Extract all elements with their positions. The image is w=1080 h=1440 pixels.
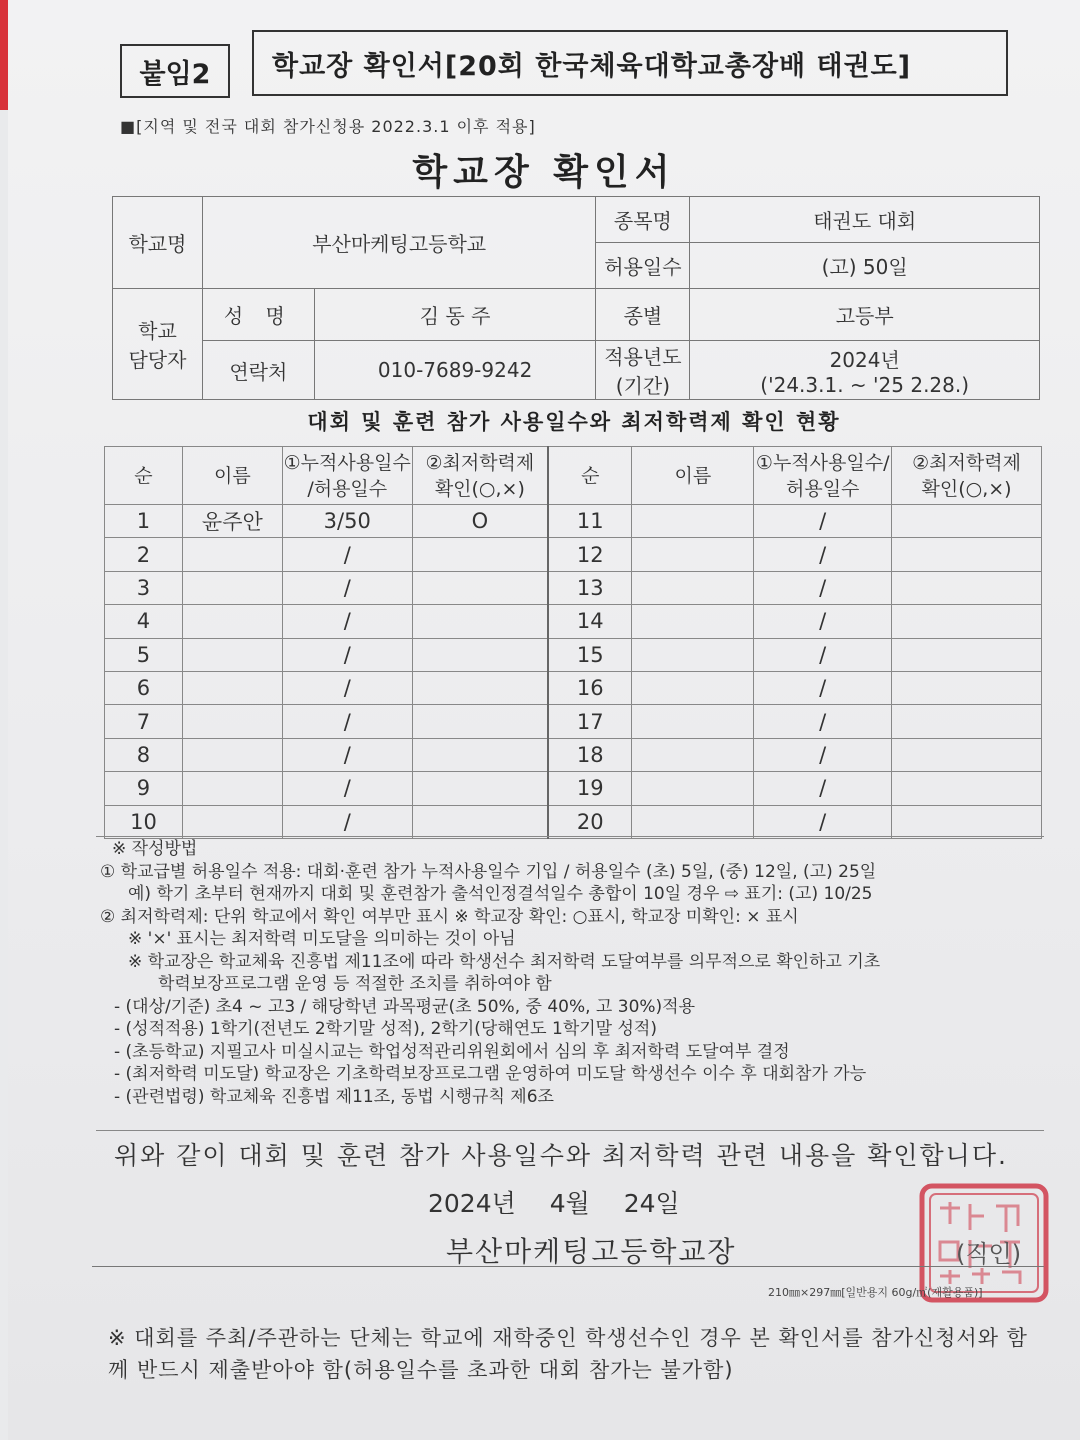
page-title: 학교장 확인서 bbox=[412, 152, 676, 193]
allowed-days-label: 허용일수 bbox=[596, 243, 690, 289]
event-value: 태권도 대회 bbox=[690, 197, 1040, 243]
col-header-days-line1: ①누적사용일수 bbox=[283, 451, 411, 474]
year-label-line1: 적용년도 bbox=[604, 345, 682, 369]
writing-instructions bbox=[100, 838, 1050, 1108]
min-academic-check-right bbox=[892, 605, 1042, 638]
days-used: / bbox=[282, 805, 412, 838]
days-used: / bbox=[282, 538, 412, 571]
col-header-name-right: 이름 bbox=[632, 447, 754, 505]
col-header-days-line2: /허용일수 bbox=[307, 477, 388, 500]
days-used: / bbox=[282, 638, 412, 671]
days-used: / bbox=[282, 772, 412, 805]
row-number: 9 bbox=[105, 772, 183, 805]
min-academic-check bbox=[412, 538, 548, 571]
row-number-right: 19 bbox=[548, 772, 632, 805]
document-header-title: 학교장 확인서[20회 한국체육대학교총장배 태권도] bbox=[252, 30, 1008, 96]
min-academic-check-right bbox=[892, 638, 1042, 671]
student-name-right bbox=[632, 671, 754, 704]
days-used: / bbox=[282, 671, 412, 704]
min-academic-check bbox=[412, 738, 548, 771]
confirmation-statement: 위와 같이 대회 및 훈련 참가 사용일수와 최저학력 관련 내용을 확인합니다. bbox=[114, 1141, 1008, 1170]
row-number-right: 14 bbox=[548, 605, 632, 638]
student-name bbox=[182, 738, 282, 771]
note-3: ※ '×' 표시는 최저학력 미도달을 의미하는 것이 아님 bbox=[128, 929, 516, 949]
student-name-right bbox=[632, 738, 754, 771]
student-name-right bbox=[632, 538, 754, 571]
days-used-right: / bbox=[754, 772, 892, 805]
paper-spec: 210㎜×297㎜[일반용지 60g/㎡(재활용품)] bbox=[768, 1286, 983, 1299]
confirmation-divider bbox=[96, 1130, 1044, 1131]
table-row bbox=[105, 705, 1042, 738]
table-row bbox=[105, 671, 1042, 704]
row-number-right: 20 bbox=[548, 805, 632, 838]
min-academic-check bbox=[412, 605, 548, 638]
row-number: 3 bbox=[105, 571, 183, 604]
min-academic-check bbox=[412, 671, 548, 704]
min-academic-check bbox=[412, 571, 548, 604]
note-4-cont: 학력보장프로그램 운영 등 적절한 조치를 취하여야 함 bbox=[158, 974, 552, 994]
table-row bbox=[105, 772, 1042, 805]
note-1: ① 학교급별 허용일수 적용: 대회·훈련 참가 누적사용일수 기입 / 허용일수 (초) 5일, (중) 12일, (고) 25일 bbox=[100, 861, 877, 882]
col-header-days-right-line1: ①누적사용일수/ bbox=[755, 451, 890, 474]
signature-divider bbox=[92, 1266, 1044, 1267]
student-name bbox=[182, 772, 282, 805]
school-name-value: 부산마케팅고등학교 bbox=[202, 197, 596, 289]
row-number-right: 17 bbox=[548, 705, 632, 738]
days-used: 3/50 bbox=[282, 505, 412, 538]
school-info-table bbox=[112, 196, 1040, 400]
document-page bbox=[8, 0, 1080, 1440]
manager-label bbox=[113, 289, 203, 400]
days-used-right: / bbox=[754, 571, 892, 604]
note-4: ※ 학교장은 학교체육 진흥법 제11조에 따라 학생선수 최저학력 도달여부를 의무적으로 확인하고 기초 bbox=[128, 951, 881, 972]
row-number: 6 bbox=[105, 671, 183, 704]
col-header-check-line1: ②최저학력제 bbox=[425, 451, 535, 474]
table-row bbox=[105, 738, 1042, 771]
row-number-right: 18 bbox=[548, 738, 632, 771]
allowed-days-value: (고) 50일 bbox=[690, 243, 1040, 289]
table-row bbox=[105, 605, 1042, 638]
year-value-line1: 2024년 bbox=[829, 347, 900, 372]
name-label: 성 명 bbox=[202, 289, 314, 341]
student-name-right bbox=[632, 805, 754, 838]
manager-label-line1: 학교 bbox=[138, 319, 177, 343]
school-head-name: 부산마케팅고등학교장 bbox=[446, 1235, 737, 1268]
detail-grades: - (성적적용) 1학기(전년도 2학기말 성적), 2학기(당해연도 1학기말 성적) bbox=[114, 1019, 657, 1039]
min-academic-check-right bbox=[892, 671, 1042, 704]
row-number: 2 bbox=[105, 538, 183, 571]
notes-divider bbox=[96, 836, 1044, 837]
table-row bbox=[105, 538, 1042, 571]
student-name bbox=[182, 638, 282, 671]
student-name-right bbox=[632, 605, 754, 638]
min-academic-check-right bbox=[892, 805, 1042, 838]
row-number-right: 11 bbox=[548, 505, 632, 538]
min-academic-check-right bbox=[892, 772, 1042, 805]
days-used: / bbox=[282, 738, 412, 771]
detail-below-minimum: - (최저학력 미도달) 학교장은 기초학력보장프로그램 운영하여 미도달 학생선수 이수 후 대회참가 가능 bbox=[114, 1064, 867, 1084]
col-header-check-line2: 확인(○,×) bbox=[434, 477, 525, 500]
division-label: 종별 bbox=[596, 289, 690, 341]
student-name bbox=[182, 605, 282, 638]
confirmation-date: 2024년 4월 24일 bbox=[428, 1189, 680, 1218]
year-label bbox=[596, 341, 690, 400]
row-number-right: 13 bbox=[548, 571, 632, 604]
days-used-right: / bbox=[754, 538, 892, 571]
division-value: 고등부 bbox=[690, 289, 1040, 341]
student-name: 윤주안 bbox=[182, 505, 282, 538]
col-header-check-right-line1: ②최저학력제 bbox=[912, 451, 1021, 474]
min-academic-check-right bbox=[892, 705, 1042, 738]
col-header-no-right: 순 bbox=[548, 447, 632, 505]
days-used-right: / bbox=[754, 638, 892, 671]
col-header-days-right-line2: 허용일수 bbox=[786, 477, 860, 500]
col-header-name: 이름 bbox=[182, 447, 282, 505]
min-academic-check-right bbox=[892, 738, 1042, 771]
year-value bbox=[690, 341, 1040, 400]
school-name-label: 학교명 bbox=[113, 197, 203, 289]
row-number: 1 bbox=[105, 505, 183, 538]
min-academic-check: O bbox=[412, 505, 548, 538]
attachment-tag: 붙임2 bbox=[120, 44, 230, 98]
submission-footnote: ※ 대회를 주최/주관하는 단체는 학교에 재학중인 학생선수인 경우 본 확인서를 참가신청서와 함께 반드시 제출받아야 함(허용일수를 초과한 대회 참가는 불가함) bbox=[108, 1326, 1028, 1382]
student-name-right bbox=[632, 505, 754, 538]
notes-heading: ※ 작성방법 bbox=[112, 839, 198, 859]
min-academic-check bbox=[412, 705, 548, 738]
days-used-right: / bbox=[754, 705, 892, 738]
row-number: 7 bbox=[105, 705, 183, 738]
contact-value: 010-7689-9242 bbox=[314, 341, 596, 400]
row-number: 10 bbox=[105, 805, 183, 838]
note-1-example: 예) 학기 초부터 현재까지 대회 및 훈련참가 출석인정결석일수 총합이 10일 경우 ⇨ 표기: (고) 10/25 bbox=[128, 884, 873, 904]
detail-laws: - (관련법령) 학교체육 진흥법 제11조, 동법 시행규칙 제6조 bbox=[114, 1086, 554, 1107]
student-name bbox=[182, 671, 282, 704]
days-used: / bbox=[282, 705, 412, 738]
usage-subtitle: 대회 및 훈련 참가 사용일수와 최저학력제 확인 현황 bbox=[307, 410, 841, 434]
year-value-line2: ('24.3.1. ~ '25 2.28.) bbox=[760, 372, 970, 397]
col-header-check bbox=[412, 447, 548, 505]
row-number: 4 bbox=[105, 605, 183, 638]
days-used-right: / bbox=[754, 805, 892, 838]
days-used-right: / bbox=[754, 605, 892, 638]
days-used: / bbox=[282, 605, 412, 638]
student-name-right bbox=[632, 705, 754, 738]
col-header-no: 순 bbox=[105, 447, 183, 505]
event-label: 종목명 bbox=[596, 197, 690, 243]
row-number-right: 15 bbox=[548, 638, 632, 671]
student-name-right bbox=[632, 571, 754, 604]
usage-table bbox=[104, 446, 1042, 839]
min-academic-check bbox=[412, 638, 548, 671]
table-row bbox=[105, 805, 1042, 838]
days-used-right: / bbox=[754, 671, 892, 704]
min-academic-check-right bbox=[892, 505, 1042, 538]
student-name-right bbox=[632, 772, 754, 805]
seal-label: (직인) bbox=[956, 1240, 1022, 1268]
student-name bbox=[182, 571, 282, 604]
student-name bbox=[182, 805, 282, 838]
note-2: ② 최저학력제: 단위 학교에서 확인 여부만 표시 ※ 학교장 확인: ○표시, 학교장 미확인: × 표시 bbox=[100, 906, 799, 927]
row-number: 8 bbox=[105, 738, 183, 771]
days-used-right: / bbox=[754, 738, 892, 771]
min-academic-check bbox=[412, 805, 548, 838]
days-used: / bbox=[282, 571, 412, 604]
col-header-check-right bbox=[892, 447, 1042, 505]
min-academic-check-right bbox=[892, 538, 1042, 571]
student-name-right bbox=[632, 638, 754, 671]
row-number: 5 bbox=[105, 638, 183, 671]
min-academic-check bbox=[412, 772, 548, 805]
table-row bbox=[105, 571, 1042, 604]
min-academic-check-right bbox=[892, 571, 1042, 604]
manager-label-line2: 담당자 bbox=[128, 348, 187, 372]
detail-target: - (대상/기준) 초4 ~ 고3 / 해당학년 과목평균(초 50%, 중 40%, 고 30%)적용 bbox=[114, 996, 696, 1017]
col-header-check-right-line2: 확인(○,×) bbox=[921, 477, 1012, 500]
row-number-right: 12 bbox=[548, 538, 632, 571]
student-name bbox=[182, 705, 282, 738]
year-label-line2: (기간) bbox=[615, 374, 671, 398]
table-row bbox=[105, 638, 1042, 671]
col-header-days bbox=[282, 447, 412, 505]
applies-note: ■[지역 및 전국 대회 참가신청용 2022.3.1 이후 적용] bbox=[120, 117, 536, 136]
student-name bbox=[182, 538, 282, 571]
name-value: 김 동 주 bbox=[314, 289, 596, 341]
table-row bbox=[105, 505, 1042, 538]
contact-label: 연락처 bbox=[202, 341, 314, 400]
col-header-days-right bbox=[754, 447, 892, 505]
detail-elementary: - (초등학교) 지필고사 미실시교는 학업성적관리위원회에서 심의 후 최저학력 도달여부 결정 bbox=[114, 1041, 790, 1062]
days-used-right: / bbox=[754, 505, 892, 538]
row-number-right: 16 bbox=[548, 671, 632, 704]
